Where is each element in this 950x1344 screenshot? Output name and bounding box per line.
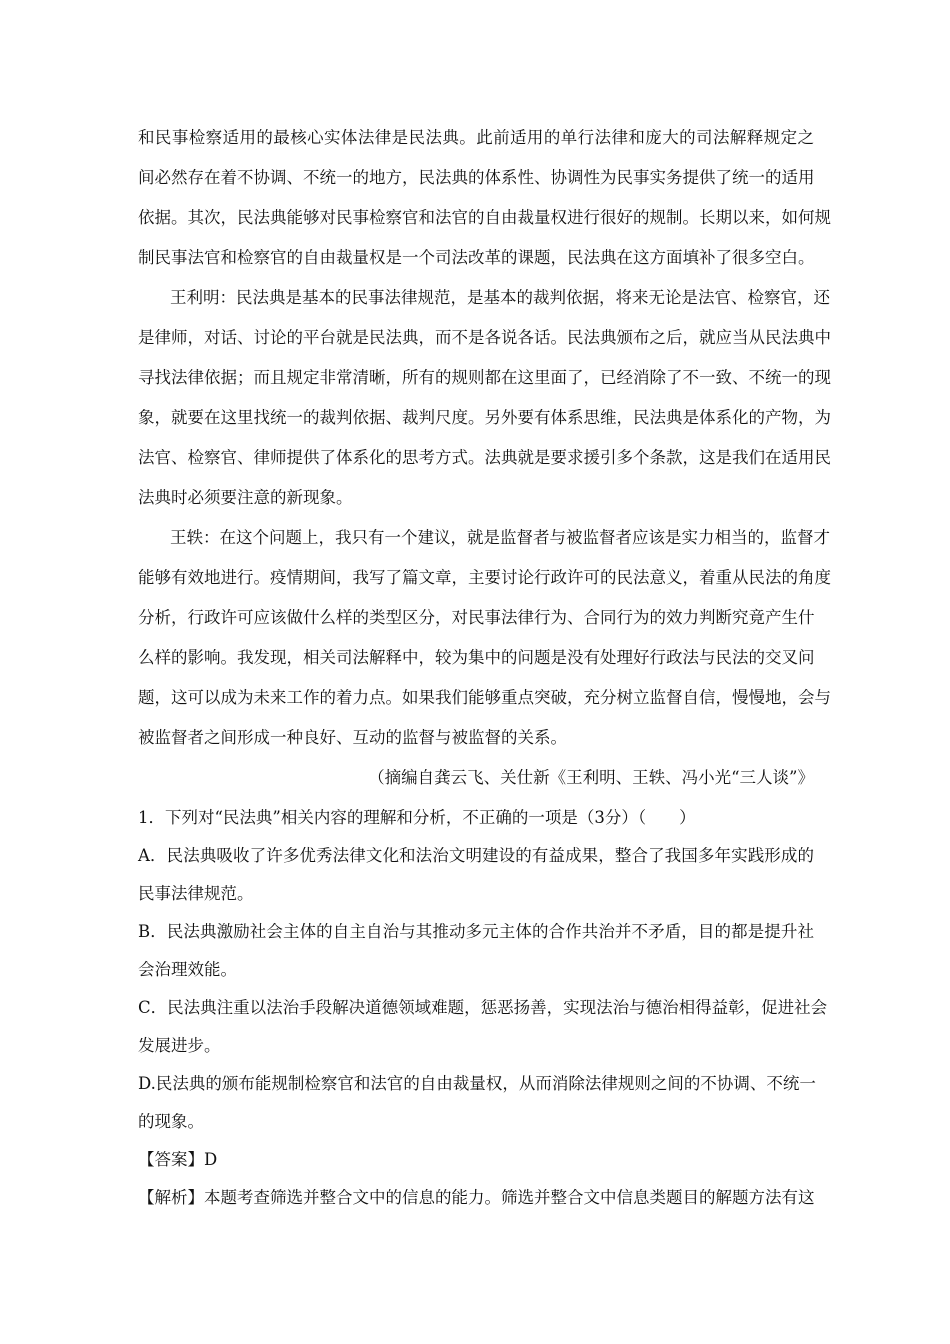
passage-p2-line-6: 法典时必须要注意的新现象。 bbox=[138, 488, 353, 507]
option-b-line-1: B．民法典激励社会主体的自主自治与其推动多元主体的合作共治并不矛盾，目的都是提升社 bbox=[138, 922, 814, 941]
option-d-line-1: D.民法典的颁布能规制检察官和法官的自由裁量权，从而消除法律规则之间的不协调、不统一 bbox=[138, 1074, 816, 1093]
passage-p1-line-2: 间必然存在着不协调、不统一的地方，民法典的体系性、协调性为民事实务提供了统一的适用 bbox=[138, 168, 815, 187]
option-a-line-2: 民事法律规范。 bbox=[138, 884, 254, 903]
passage-p1-line-1: 和民事检察适用的最核心实体法律是民法典。此前适用的单行法律和庞大的司法解释规定之 bbox=[138, 128, 814, 147]
option-b-line-2: 会治理效能。 bbox=[138, 960, 237, 979]
passage-p2-line-1: 王利明：民法典是基本的民事法律规范，是基本的裁判依据，将来无论是法官、检察官，还 bbox=[170, 288, 830, 307]
passage-p3-line-6: 被监督者之间形成一种良好、互动的监督与被监督的关系。 bbox=[138, 728, 567, 747]
passage-p2-line-4: 象，就要在这里找统一的裁判依据、裁判尺度。另外要有体系思维，民法典是体系化的产物，为 bbox=[138, 408, 831, 427]
option-a-line-1: A．民法典吸收了许多优秀法律文化和法治文明建设的有益成果，整合了我国多年实践形成的 bbox=[138, 846, 814, 865]
passage-source: （摘编自龚云飞、关仕新《王利明、王轶、冯小光“三人谈”》 bbox=[368, 768, 814, 787]
analysis-line: 【解析】本题考查筛选并整合文中的信息的能力。筛选并整合文中信息类题目的解题方法有这 bbox=[138, 1188, 815, 1207]
passage-p1-line-3: 依据。其次，民法典能够对民事检察官和法官的自由裁量权进行很好的规制。长期以来，如何规 bbox=[138, 208, 831, 227]
passage-p3-line-4: 么样的影响。我发现，相关司法解释中，较为集中的问题是没有处理好行政法与民法的交叉问 bbox=[138, 648, 815, 667]
passage-p3-line-1: 王轶：在这个问题上，我只有一个建议，就是监督者与被监督者应该是实力相当的，监督才 bbox=[170, 528, 830, 547]
answer-line: 【答案】D bbox=[138, 1150, 218, 1169]
question-stem: 1．下列对“民法典”相关内容的理解和分析，不正确的一项是（3分）（ ） bbox=[138, 808, 696, 827]
passage-p2-line-5: 法官、检察官、律师提供了体系化的思考方式。法典就是要求援引多个条款，这是我们在适用民 bbox=[138, 448, 831, 467]
passage-p3-line-3: 分析，行政许可应该做什么样的类型区分，对民事法律行为、合同行为的效力判断究竟产生什 bbox=[138, 608, 815, 627]
passage-p1-line-4: 制民事法官和检察官的自由裁量权是一个司法改革的课题，民法典在这方面填补了很多空白。 bbox=[138, 248, 815, 267]
option-c-line-2: 发展进步。 bbox=[138, 1036, 221, 1055]
passage-p3-line-5: 题，这可以成为未来工作的着力点。如果我们能够重点突破，充分树立监督自信，慢慢地，会与 bbox=[138, 688, 831, 707]
passage-p3-line-2: 能够有效地进行。疫情期间，我写了篇文章，主要讨论行政许可的民法意义，着重从民法的角度 bbox=[138, 568, 831, 587]
passage-p2-line-3: 寻找法律依据；而且规定非常清晰，所有的规则都在这里面了，已经消除了不一致、不统一的现 bbox=[138, 368, 831, 387]
option-d-line-2: 的现象。 bbox=[138, 1112, 204, 1131]
passage-p2-line-2: 是律师，对话、讨论的平台就是民法典，而不是各说各话。民法典颁布之后，就应当从民法典中 bbox=[138, 328, 831, 347]
option-c-line-1: C．民法典注重以法治手段解决道德领域难题，惩恶扬善，实现法治与德治相得益彰，促进社会 bbox=[138, 998, 828, 1017]
